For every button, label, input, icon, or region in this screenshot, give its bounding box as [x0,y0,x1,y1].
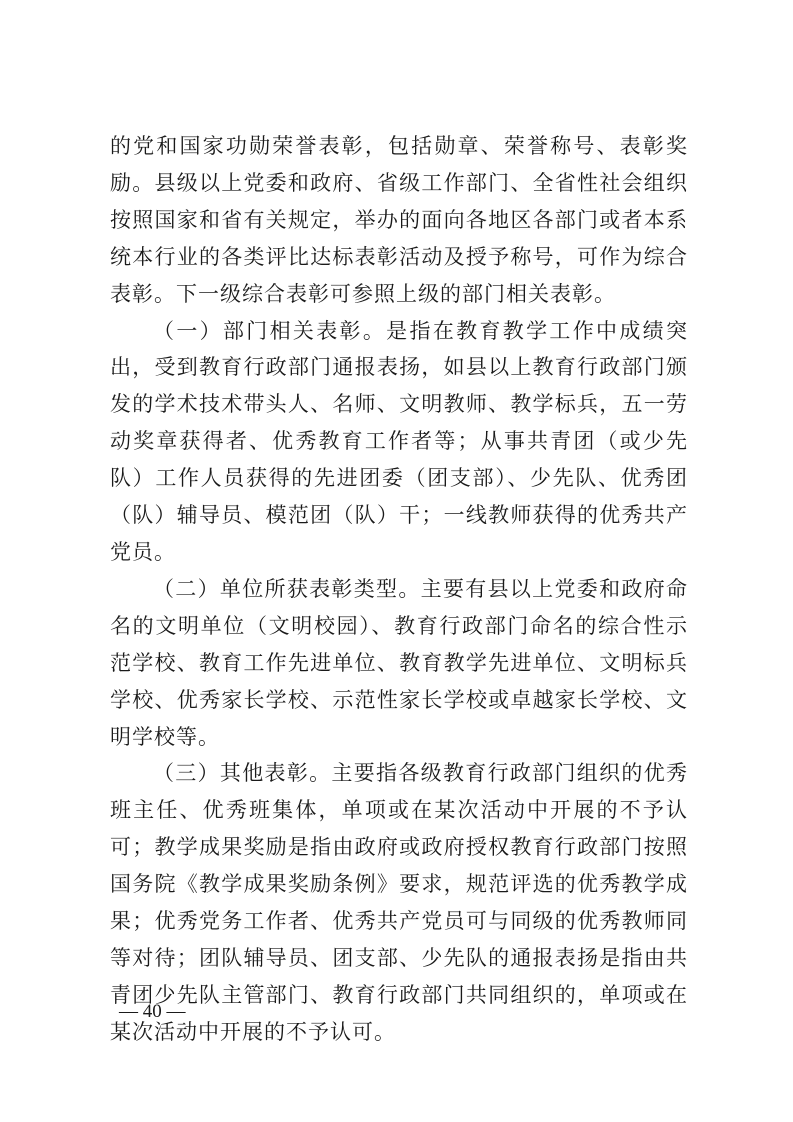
document-body [110,128,688,1051]
paragraph-2: （一）部门相关表彰。是指在教育教学工作中成绩突出，受到教育行政部门通报表扬，如县以上教育行政部门颁发的学术技术带头人、名师、文明教师、教学标兵，五一劳动奖章获得者、优秀教育工作者等；从事共青团（或少先队）工作人员获得的先进团委（团支部）、少先队、优秀团（队）辅导员、模范团（队）干；一线教师获得的优秀共产党员。 [110,318,688,564]
page-number: — 40 — [119,1001,186,1022]
paragraph-1: 的党和国家功勋荣誉表彰，包括勋章、荣誉称号、表彰奖励。县级以上党委和政府、省级工作部门、全省性社会组织按照国家和省有关规定，举办的面向各地区各部门或者本系统本行业的各类评比达标表彰活动及授予称号，可作为综合表彰。下一级综合表彰可参照上级的部门相关表彰。 [110,134,688,306]
paragraph-3: （二）单位所获表彰类型。主要有县以上党委和政府命名的文明单位（文明校园）、教育行政部门命名的综合性示范学校、教育工作先进单位、教育教学先进单位、文明标兵学校、优秀家长学校、示范性家长学校或卓越家长学校、文明学校等。 [110,576,688,749]
paragraph-4: （三）其他表彰。主要指各级教育行政部门组织的优秀班主任、优秀班集体，单项或在某次活动中开展的不予认可；教学成果奖励是指由政府或政府授权教育行政部门按照国务院《教学成果奖励条例》要求，规范评选的优秀教学成果；优秀党务工作者、优秀共产党员可与同级的优秀教师同等对待；团队辅导员、团支部、少先队的通报表扬是指由共青团少先队主管部门、教育行政部门共同组织的，单项或在某次活动中开展的不予认可。 [110,761,688,1044]
